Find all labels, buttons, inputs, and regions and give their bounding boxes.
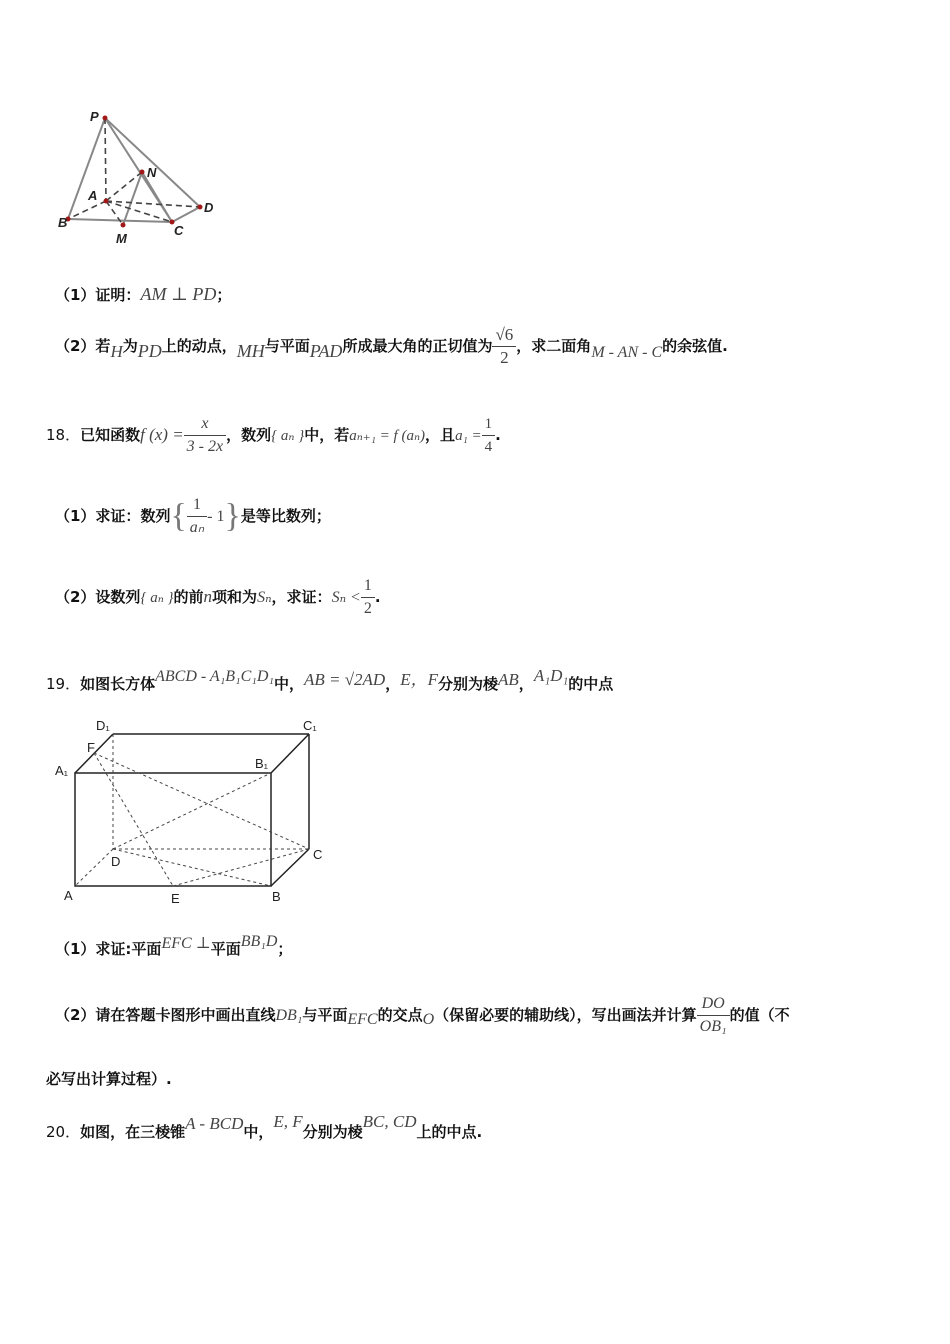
q19-p1-a: （1）求证:平面 bbox=[55, 940, 162, 958]
q18-frac-den: 3 - 2x bbox=[186, 438, 224, 455]
q19-p2-fraction bbox=[697, 993, 730, 1038]
q18-f-fraction bbox=[184, 413, 226, 458]
q19-p2-a: （2）请在答题卡图形中画出直线 bbox=[55, 1006, 276, 1024]
q20-number: 20． bbox=[46, 1123, 81, 1141]
box-figure bbox=[50, 710, 340, 910]
q18-a1-fraction bbox=[482, 413, 496, 458]
q17-part1 bbox=[55, 284, 231, 305]
q19-EF: E，F bbox=[400, 670, 438, 689]
q19-statement bbox=[46, 654, 613, 706]
q17-part1-math: AM ⊥ PD bbox=[140, 284, 217, 304]
q19-p1-EFC: EFC ⊥ bbox=[161, 935, 211, 952]
q18-p2-c: 项和为 bbox=[212, 588, 258, 606]
q18-part2 bbox=[55, 572, 381, 623]
q18-an: { aₙ } bbox=[271, 428, 305, 444]
q19-p2-EFC: EFC bbox=[347, 1011, 378, 1028]
q18-p1-num: 1 bbox=[187, 494, 207, 517]
q18-a1-den: 4 bbox=[484, 439, 493, 455]
label-E: E bbox=[171, 891, 180, 906]
q20-a: 如图，在三棱锥 bbox=[80, 1123, 186, 1141]
q18-p1-b: 是等比数列； bbox=[240, 507, 331, 525]
q18-d: ，且 bbox=[425, 426, 456, 444]
label-A: A bbox=[64, 888, 73, 903]
q17-MH: MH bbox=[236, 341, 265, 361]
q19-p2-b: 与平面 bbox=[302, 1006, 348, 1024]
q20-statement bbox=[46, 1100, 482, 1154]
label-D1: D₁ bbox=[96, 718, 110, 733]
q19-p2-num: DO bbox=[697, 993, 730, 1016]
q18-p1-fraction bbox=[187, 494, 207, 539]
label-B1: B₁ bbox=[255, 756, 269, 771]
q18-p2-den: 2 bbox=[363, 600, 372, 617]
q18-p1-den: aₙ bbox=[189, 519, 205, 536]
label-D: D bbox=[204, 200, 214, 215]
q19-part1 bbox=[55, 922, 292, 969]
q18-fx: f (x) = bbox=[140, 425, 184, 444]
label-C1: C₁ bbox=[303, 718, 317, 733]
label-C: C bbox=[174, 223, 184, 238]
q17-H: H bbox=[110, 342, 123, 361]
q19-p2-DB1: DB₁ bbox=[275, 1007, 303, 1024]
q18-left-brace: { bbox=[170, 497, 187, 535]
q20-EF: E, F bbox=[273, 1112, 303, 1131]
q18-p2-b: 的前 bbox=[173, 588, 204, 606]
q17-part2-e: 所成最大角的正切值为 bbox=[342, 337, 493, 355]
q17-tan-fraction bbox=[492, 324, 516, 369]
q19-f: 的中点 bbox=[568, 675, 614, 693]
q19-c: ， bbox=[385, 675, 401, 693]
q20-edges: BC, CD bbox=[362, 1112, 417, 1131]
q18-p2-d: ，求证： bbox=[271, 588, 332, 606]
q18-a1-num: 1 bbox=[482, 413, 496, 436]
q19-p2-e: 的值（不 bbox=[729, 1006, 790, 1024]
q19-box: ABCD - A₁B₁C₁D₁ bbox=[155, 668, 274, 685]
q17-dihedral: M - AN - C bbox=[591, 344, 663, 361]
q19-p2-den: OB₁ bbox=[699, 1018, 727, 1035]
q18-c: 中，若 bbox=[304, 426, 350, 444]
q17-part2-d: 与平面 bbox=[264, 337, 310, 355]
q19-relation: AB = √2AD bbox=[303, 670, 386, 689]
label-M: M bbox=[116, 231, 127, 246]
q18-number: 18． bbox=[46, 426, 81, 444]
q18-p2-an: { aₙ } bbox=[140, 590, 174, 606]
q18-statement bbox=[46, 410, 501, 461]
q18-p2-a: （2）设数列 bbox=[55, 588, 141, 606]
q19-p1-c: ； bbox=[277, 940, 293, 958]
q18-p2-num: 1 bbox=[361, 575, 375, 598]
q18-b: ，数列 bbox=[226, 426, 272, 444]
q17-part1-suffix: ； bbox=[216, 286, 232, 304]
q19-d: 分别为棱 bbox=[438, 675, 499, 693]
q19-A1D1: A₁D₁ bbox=[533, 666, 569, 685]
q20-b: 中， bbox=[243, 1123, 274, 1141]
label-P: P bbox=[90, 109, 99, 124]
q19-part2-cont: 必写出计算过程）. bbox=[46, 1070, 172, 1088]
q19-p1-b: 平面 bbox=[210, 940, 241, 958]
q18-frac-num: x bbox=[184, 413, 226, 436]
q18-p2-n: n bbox=[203, 587, 213, 606]
q18-recursion: aₙ₊₁ = f (aₙ) bbox=[349, 428, 426, 444]
q19-p1-BB1D: BB₁D bbox=[240, 933, 278, 950]
label-B: B bbox=[58, 215, 68, 230]
label-F: F bbox=[87, 740, 95, 755]
q18-p2-Sn: Sₙ bbox=[257, 589, 272, 606]
pyramid-figure bbox=[50, 100, 230, 250]
q18-p2-fraction bbox=[361, 575, 375, 620]
q17-part1-prefix: （1）证明： bbox=[55, 286, 141, 304]
label-A: A bbox=[88, 188, 98, 203]
q17-PAD: PAD bbox=[309, 341, 343, 361]
q19-e: ， bbox=[518, 675, 534, 693]
q17-part2-c: 上的动点， bbox=[161, 337, 237, 355]
label-D: D bbox=[111, 854, 121, 869]
q19-AB: AB bbox=[498, 670, 519, 689]
q18-right-brace: } bbox=[224, 497, 241, 535]
q18-a1: a₁ = bbox=[455, 428, 482, 444]
q17-frac-den: 2 bbox=[500, 348, 509, 367]
q19-a: 如图长方体 bbox=[80, 675, 156, 693]
q18-p2-ineq: Sₙ < bbox=[331, 589, 361, 606]
q19-number: 19． bbox=[46, 675, 81, 693]
q18-p1-a: （1）求证：数列 bbox=[55, 507, 171, 525]
q17-part2-f: ，求二面角 bbox=[516, 337, 592, 355]
q18-p1-minus: - 1 bbox=[207, 508, 225, 525]
q17-part2 bbox=[55, 322, 728, 377]
label-A1: A₁ bbox=[55, 763, 69, 778]
q18-p2-e: . bbox=[374, 588, 381, 606]
q17-part2-b: 为 bbox=[122, 337, 138, 355]
q20-c: 分别为棱 bbox=[302, 1123, 363, 1141]
q18-part1 bbox=[55, 490, 331, 543]
label-N: N bbox=[147, 165, 157, 180]
q20-d: 上的中点. bbox=[416, 1123, 483, 1141]
q17-PD: PD bbox=[137, 341, 162, 361]
q17-part2-a: （2）若 bbox=[55, 337, 111, 355]
q18-a: 已知函数 bbox=[80, 426, 141, 444]
q17-part2-g: 的余弦值. bbox=[662, 337, 728, 355]
label-C: C bbox=[313, 847, 323, 862]
q17-frac-num: √6 bbox=[492, 324, 516, 347]
q20-tet: A - BCD bbox=[185, 1114, 244, 1133]
q19-p2-O: O bbox=[422, 1011, 435, 1028]
label-B: B bbox=[272, 889, 281, 904]
q19-b: 中， bbox=[273, 675, 304, 693]
q19-p2-d: （保留必要的辅助线），写出画法并计算 bbox=[434, 1006, 697, 1024]
q19-part2 bbox=[55, 990, 790, 1045]
q19-p2-c: 的交点 bbox=[377, 1006, 423, 1024]
q18-e: . bbox=[495, 426, 501, 444]
